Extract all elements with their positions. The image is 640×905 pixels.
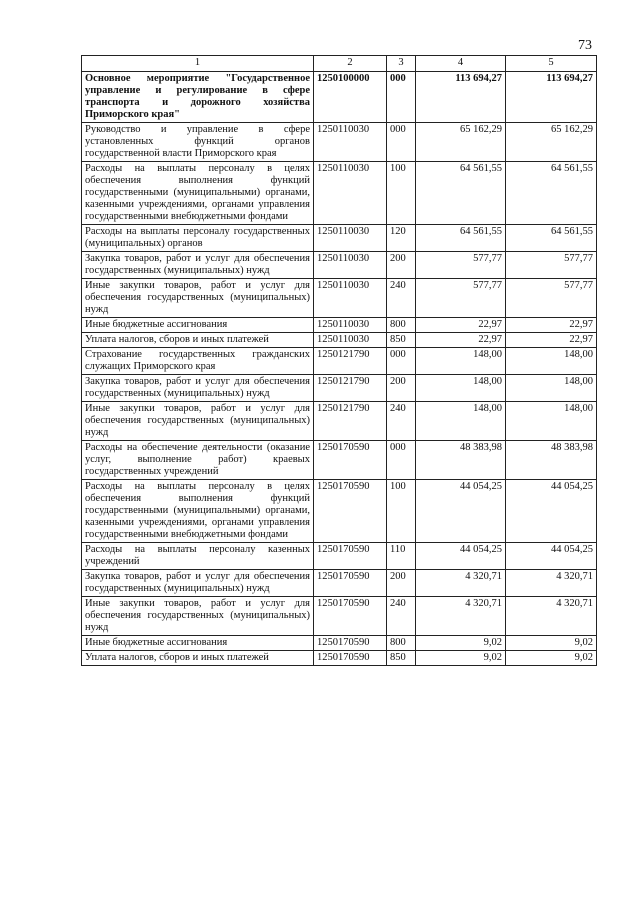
row-name: Иные закупки товаров, работ и услуг для обеспечения государственных (муниципальных) нужд [82, 279, 314, 318]
row-type: 000 [387, 348, 416, 375]
row-value-2: 577,77 [506, 252, 597, 279]
table-row [82, 375, 597, 402]
row-type: 110 [387, 543, 416, 570]
row-value-1: 148,00 [416, 348, 506, 375]
row-value-1: 4 320,71 [416, 597, 506, 636]
table-row [82, 597, 597, 636]
table-row [82, 570, 597, 597]
row-value-2: 148,00 [506, 402, 597, 441]
row-code: 1250110030 [314, 123, 387, 162]
row-value-1: 64 561,55 [416, 162, 506, 225]
row-name: Уплата налогов, сборов и иных платежей [82, 651, 314, 666]
row-type: 800 [387, 636, 416, 651]
row-value-2: 4 320,71 [506, 597, 597, 636]
row-value-2: 577,77 [506, 279, 597, 318]
row-name: Уплата налогов, сборов и иных платежей [82, 333, 314, 348]
row-type: 120 [387, 225, 416, 252]
row-name: Расходы на выплаты персоналу в целях обеспечения выполнения функций государственными (муниципальными) органами, казенными учреждениями, органами управления государственными внебюджетными фондами [82, 480, 314, 543]
table-row [82, 72, 597, 123]
page-number: 73 [578, 38, 592, 53]
row-type: 200 [387, 570, 416, 597]
row-code: 1250170590 [314, 543, 387, 570]
row-name: Иные закупки товаров, работ и услуг для обеспечения государственных (муниципальных) нужд [82, 402, 314, 441]
row-name: Закупка товаров, работ и услуг для обеспечения государственных (муниципальных) нужд [82, 375, 314, 402]
row-value-2: 113 694,27 [506, 72, 597, 123]
column-header: 4 [416, 56, 506, 72]
row-value-1: 577,77 [416, 279, 506, 318]
table-row [82, 651, 597, 666]
row-value-2: 65 162,29 [506, 123, 597, 162]
table-row [82, 348, 597, 375]
row-type: 800 [387, 318, 416, 333]
row-type: 240 [387, 279, 416, 318]
row-code: 1250170590 [314, 570, 387, 597]
column-header: 1 [82, 56, 314, 72]
row-code: 1250170590 [314, 480, 387, 543]
row-code: 1250100000 [314, 72, 387, 123]
row-name: Иные бюджетные ассигнования [82, 636, 314, 651]
row-code: 1250121790 [314, 402, 387, 441]
row-value-2: 64 561,55 [506, 225, 597, 252]
row-code: 1250121790 [314, 348, 387, 375]
row-value-2: 9,02 [506, 651, 597, 666]
row-value-1: 4 320,71 [416, 570, 506, 597]
row-value-1: 148,00 [416, 402, 506, 441]
column-header: 5 [506, 56, 597, 72]
row-value-1: 9,02 [416, 636, 506, 651]
column-header: 2 [314, 56, 387, 72]
table-row [82, 252, 597, 279]
table-row [82, 318, 597, 333]
row-type: 000 [387, 123, 416, 162]
row-code: 1250170590 [314, 651, 387, 666]
row-name: Расходы на обеспечение деятельности (оказание услуг, выполнение работ) краевых государственных учреждений [82, 441, 314, 480]
row-value-1: 577,77 [416, 252, 506, 279]
row-type: 000 [387, 441, 416, 480]
row-code: 1250170590 [314, 441, 387, 480]
row-name: Руководство и управление в сфере установленных функций органов государственной власти Приморского края [82, 123, 314, 162]
row-value-2: 148,00 [506, 375, 597, 402]
row-type: 200 [387, 252, 416, 279]
row-value-1: 148,00 [416, 375, 506, 402]
row-type: 100 [387, 480, 416, 543]
row-code: 1250110030 [314, 225, 387, 252]
row-code: 1250110030 [314, 162, 387, 225]
row-value-1: 48 383,98 [416, 441, 506, 480]
table-row [82, 402, 597, 441]
row-name: Расходы на выплаты персоналу казенных учреждений [82, 543, 314, 570]
row-value-1: 113 694,27 [416, 72, 506, 123]
row-value-2: 148,00 [506, 348, 597, 375]
row-type: 000 [387, 72, 416, 123]
row-type: 850 [387, 651, 416, 666]
table-row [82, 225, 597, 252]
row-type: 100 [387, 162, 416, 225]
budget-table [81, 55, 597, 666]
row-value-2: 48 383,98 [506, 441, 597, 480]
row-value-2: 44 054,25 [506, 543, 597, 570]
row-value-2: 9,02 [506, 636, 597, 651]
row-value-2: 64 561,55 [506, 162, 597, 225]
row-name: Расходы на выплаты персоналу государственных (муниципальных) органов [82, 225, 314, 252]
row-code: 1250110030 [314, 279, 387, 318]
row-value-2: 44 054,25 [506, 480, 597, 543]
table-header-row [82, 56, 597, 72]
row-code: 1250110030 [314, 318, 387, 333]
row-value-1: 22,97 [416, 318, 506, 333]
row-value-1: 64 561,55 [416, 225, 506, 252]
row-type: 240 [387, 402, 416, 441]
row-type: 850 [387, 333, 416, 348]
row-value-1: 44 054,25 [416, 543, 506, 570]
column-header: 3 [387, 56, 416, 72]
table-row [82, 333, 597, 348]
row-code: 1250170590 [314, 597, 387, 636]
table-row [82, 123, 597, 162]
row-type: 200 [387, 375, 416, 402]
table-row [82, 279, 597, 318]
row-name: Иные бюджетные ассигнования [82, 318, 314, 333]
row-type: 240 [387, 597, 416, 636]
row-value-2: 22,97 [506, 333, 597, 348]
table-row [82, 543, 597, 570]
row-name: Иные закупки товаров, работ и услуг для обеспечения государственных (муниципальных) нужд [82, 597, 314, 636]
row-code: 1250170590 [314, 636, 387, 651]
row-value-1: 44 054,25 [416, 480, 506, 543]
row-code: 1250110030 [314, 252, 387, 279]
row-name: Закупка товаров, работ и услуг для обеспечения государственных (муниципальных) нужд [82, 570, 314, 597]
row-code: 1250110030 [314, 333, 387, 348]
table-row [82, 441, 597, 480]
row-value-1: 65 162,29 [416, 123, 506, 162]
row-value-2: 22,97 [506, 318, 597, 333]
table-row [82, 162, 597, 225]
row-value-1: 22,97 [416, 333, 506, 348]
table-row [82, 480, 597, 543]
row-name: Основное мероприятие "Государственное управление и регулирование в сфере транспорта и дорожного хозяйства Приморского края" [82, 72, 314, 123]
row-value-1: 9,02 [416, 651, 506, 666]
row-name: Расходы на выплаты персоналу в целях обеспечения выполнения функций государственными (муниципальными) органами, казенными учреждениями, органами управления государственными внебюджетными фондами [82, 162, 314, 225]
table-row [82, 636, 597, 651]
row-value-2: 4 320,71 [506, 570, 597, 597]
row-name: Закупка товаров, работ и услуг для обеспечения государственных (муниципальных) нужд [82, 252, 314, 279]
row-code: 1250121790 [314, 375, 387, 402]
row-name: Страхование государственных гражданских служащих Приморского края [82, 348, 314, 375]
